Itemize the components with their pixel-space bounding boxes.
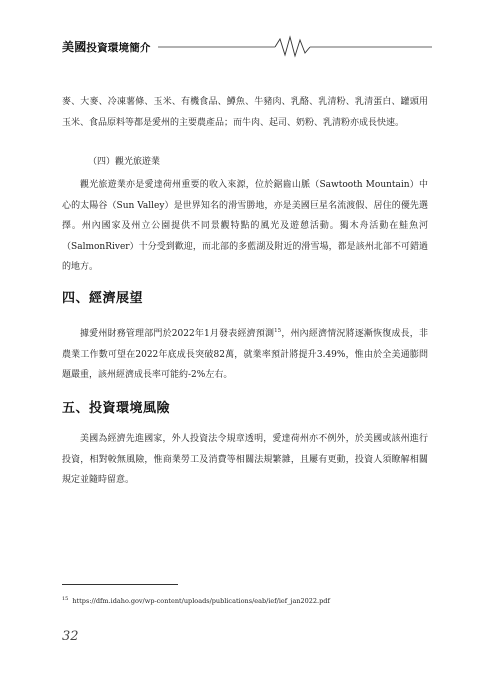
running-header <box>62 34 432 58</box>
subsection-body: 觀光旅遊業亦是愛達荷州重要的收入來源，位於鋸齒山脈（Sawtooth Mountain）中心的太陽谷（Sun Valley）是世界知名的滑雪勝地，亦是美國巨星名流渡假、居住的優先選擇。州內國家及州立公園提供不同景觀特點的風光及遊憩活動。獨木舟活動在鮭魚河（SalmonRiver）十分受到歡迎，而北部的多藍湖及附近的滑雪場，都是該州北部不可錯過的地方。 <box>62 180 428 272</box>
section4-text-after-note: ，州內經濟情況將逐漸恢復成長，非農業工作數可望在2022年底成長突破82萬，就業率預計將提升3.49%，惟由於全美通膨問題嚴重，該州經濟成長率可能約-2%左右。 <box>62 329 428 380</box>
footnote-reference[interactable]: 15 <box>274 328 282 334</box>
footnote-number: 15 <box>62 596 69 602</box>
header-title-rest: 投資環境簡介 <box>86 42 151 54</box>
header-title-prefix: 美國 <box>62 40 87 54</box>
section-heading-economic-outlook: 四、經濟展望 <box>62 291 144 306</box>
page-number: 32 <box>62 629 79 644</box>
header-waveform-rule <box>62 34 432 58</box>
section-body-economic-outlook <box>62 321 428 386</box>
footnote-url[interactable]: https://dfm.idaho.gov/wp-content/uploads/publications/eab/ief/ief_jan2022.pdf <box>72 597 330 606</box>
section4-text-before-note: 據愛州財務管理部門於2022年1月發表經濟預測 <box>80 329 275 339</box>
continued-paragraph: 麥、大麥、冷凍薯條、玉米、有機食品、鱒魚、牛豬肉、乳酪、乳清粉、乳清蛋白、罐頭用玉米、食品原料等都是愛州的主要農產品；而牛肉、起司、奶粉、乳清粉亦成長快速。 <box>62 97 428 128</box>
footnote <box>62 596 330 605</box>
section-heading-investment-risk: 五、投資環境風險 <box>62 401 171 416</box>
subsection-label: （四）觀光旅遊業 <box>88 157 161 167</box>
footnote-rule <box>62 584 178 585</box>
section-body-investment-risk: 美國為經濟先進國家，外人投資法令規章透明，愛達荷州亦不例外，於美國或該州進行投資，相對較無風險，惟商業勞工及消費等相關法規繁雜，且屢有更動，投資人須瞭解相關規定並隨時留意。 <box>62 434 428 485</box>
